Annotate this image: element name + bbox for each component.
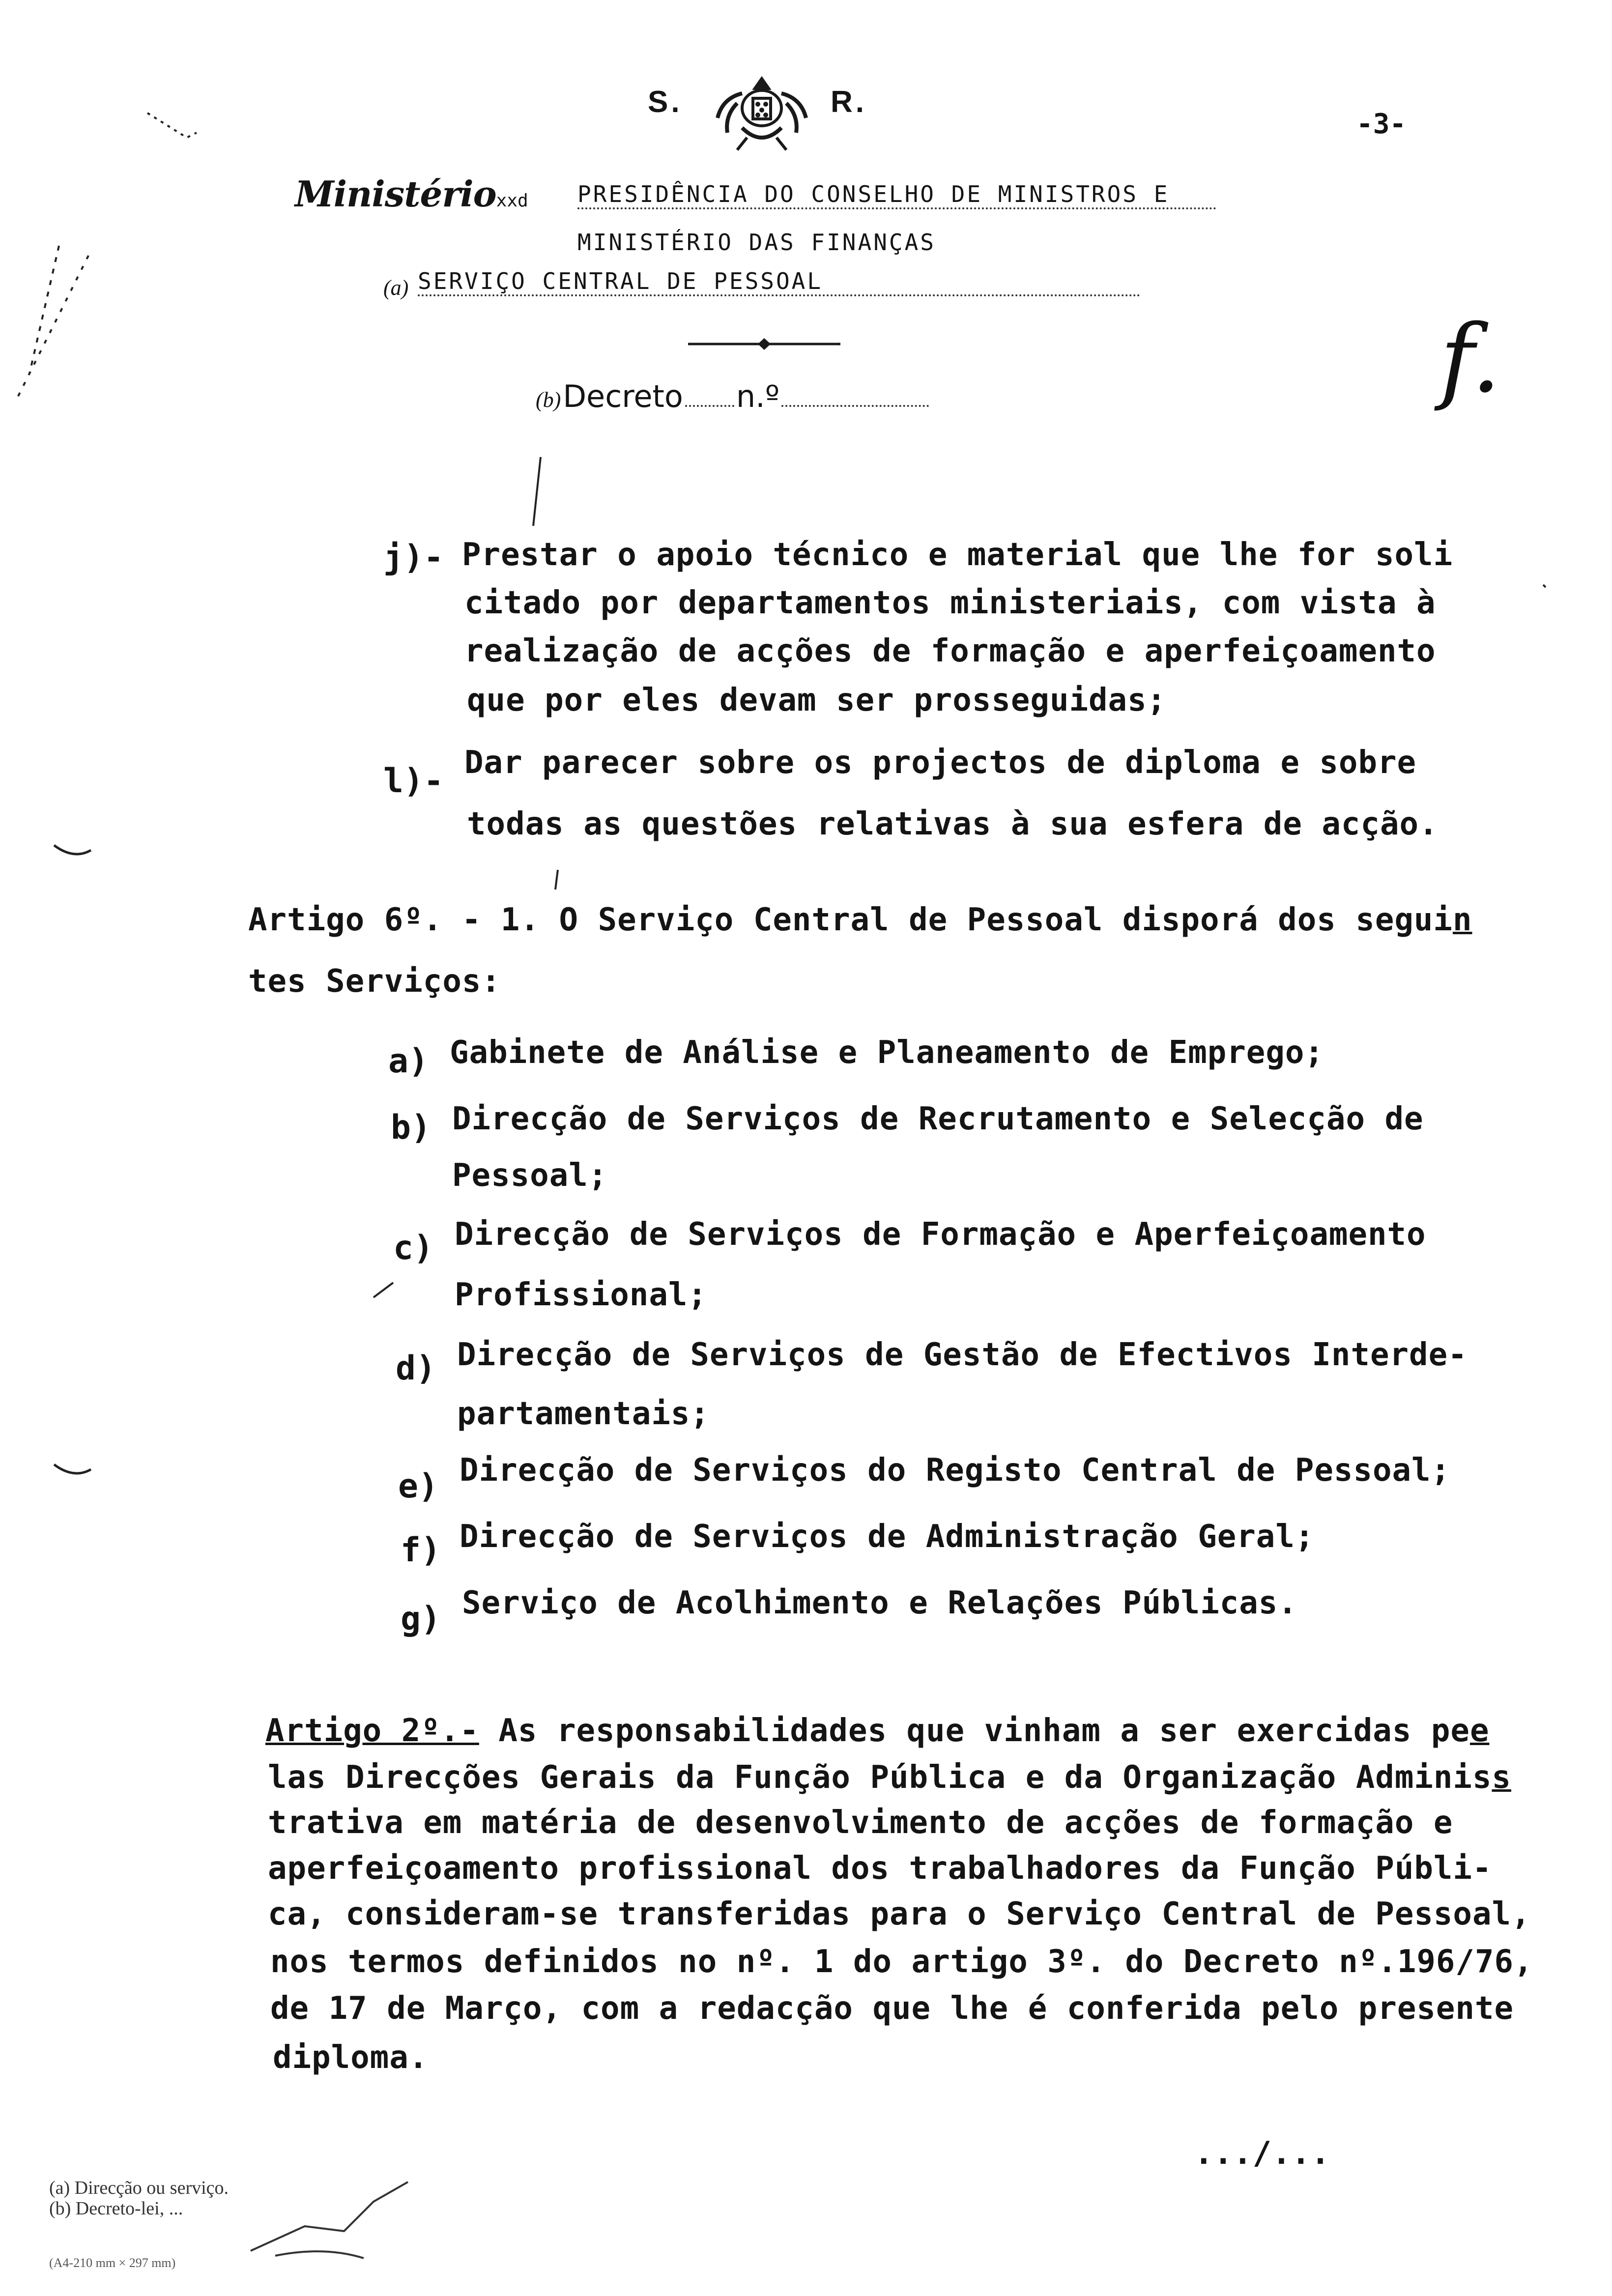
decreto-label: Decreto [563,378,683,414]
item-j-label: j)- [383,538,444,577]
artigo2-line-5: ca, consideram-se transferidas para o Serviço Central de Pessoal, [268,1896,1531,1932]
ministry-line-2: MINISTÉRIO DAS FINANÇAS [577,229,936,256]
footer-scribble [246,2172,423,2270]
page-number: -3- [1356,108,1407,140]
artigo6-line-1-text: Artigo 6º. - 1. O Serviço Central de Pessoal disporá dos segui [248,902,1453,938]
artigo2-line-2 [268,1759,1511,1796]
artigo2-line-2-text: las Direcções Gerais da Função Pública e da Organização Adminis [268,1759,1492,1796]
item-l-line-1: Dar parecer sobre os projectos de diploma e sobre [464,745,1417,781]
service-e-line-1: Direcção de Serviços do Registo Central de Pessoal; [460,1452,1451,1489]
item-j-line-2: citado por departamentos ministeriais, com vista à [464,585,1436,621]
artigo2-line-3: trativa em matéria de desenvolvimento de acções de formação e [268,1805,1453,1841]
footnote-a: (a) Direcção ou serviço. [49,2178,229,2198]
service-a-line-1: Gabinete de Análise e Planeamento de Emprego; [450,1034,1324,1071]
sr-left: S. [648,85,683,119]
service-f-line-1: Direcção de Serviços de Administração Geral; [460,1519,1315,1555]
numero-label: n.º [736,378,780,414]
service-c-line-2: Profissional; [455,1277,707,1313]
service-c-label: c) [393,1229,433,1267]
continuation-mark: .../... [1194,2135,1330,2172]
service-c-line-1: Direcção de Serviços de Formação e Aperfeiçoamento [455,1216,1426,1253]
artigo2-line-1 [265,1713,1489,1749]
service-a-label: a) [388,1042,429,1081]
artigo2-line-2-underlined: s [1492,1759,1511,1796]
artigo2-line-8: diploma. [273,2039,429,2076]
item-l-line-2: todas as questões relativas à sua esfera de acção. [467,806,1439,842]
artigo2-line-1-text: As responsabilidades que vinham a ser exercidas pe [479,1713,1470,1749]
artigo2-line-6: nos termos definidos no nº. 1 do artigo 3º. do Decreto nº.196/76, [270,1944,1533,1980]
handwritten-initial: f. [1440,305,1501,413]
item-l-label: l)- [383,762,444,801]
footnote-b: (b) Decreto-lei, ... [49,2198,183,2219]
service-g-label: g) [401,1600,441,1638]
artigo2-heading: Artigo 2º.- [265,1713,479,1749]
label-a: (a) [383,276,409,300]
service-line: SERVIÇO CENTRAL DE PESSOAL [418,268,1140,296]
artigo2-line-4: aperfeiçoamento profissional dos trabalhadores da Função Públi- [268,1850,1492,1887]
service-b-line-1: Direcção de Serviços de Recrutamento e Selecção de [452,1101,1424,1137]
item-j-line-3: realização de acções de formação e aperfeiçoamento [464,633,1436,669]
item-j-line-4: que por eles devam ser prosseguidas; [467,682,1167,718]
sr-right: R. [831,85,867,119]
service-d-line-1: Direcção de Serviços de Gestão de Efectivos Interde- [457,1337,1468,1373]
artigo6-line-1-underlined: n [1452,902,1472,938]
form-code: (A4-210 mm × 297 mm) [49,2256,176,2270]
service-d-line-2: partamentais; [457,1396,710,1432]
ministry-line-1: PRESIDÊNCIA DO CONSELHO DE MINISTROS E [577,181,1216,209]
service-e-label: e) [398,1467,438,1506]
artigo2-line-7: de 17 de Março, com a redacção que lhe é conferida pelo presente [270,1990,1514,2027]
label-b: (b) [536,388,561,412]
artigo6-line-1 [248,902,1472,938]
ministerio-label: Ministério [295,173,496,215]
artigo2-line-1-underlined: e [1469,1713,1490,1749]
service-g-line-1: Serviço de Acolhimento e Relações Públicas. [462,1585,1297,1621]
artigo6-line-2: tes Serviços: [248,963,501,1000]
ministerio-strikeout: xxd [496,191,528,211]
item-j-line-1: Prestar o apoio técnico e material que lhe for soli [462,537,1453,573]
service-b-line-2: Pessoal; [452,1157,608,1194]
service-d-label: d) [396,1349,436,1388]
service-f-label: f) [401,1531,441,1570]
service-b-label: b) [391,1108,431,1147]
